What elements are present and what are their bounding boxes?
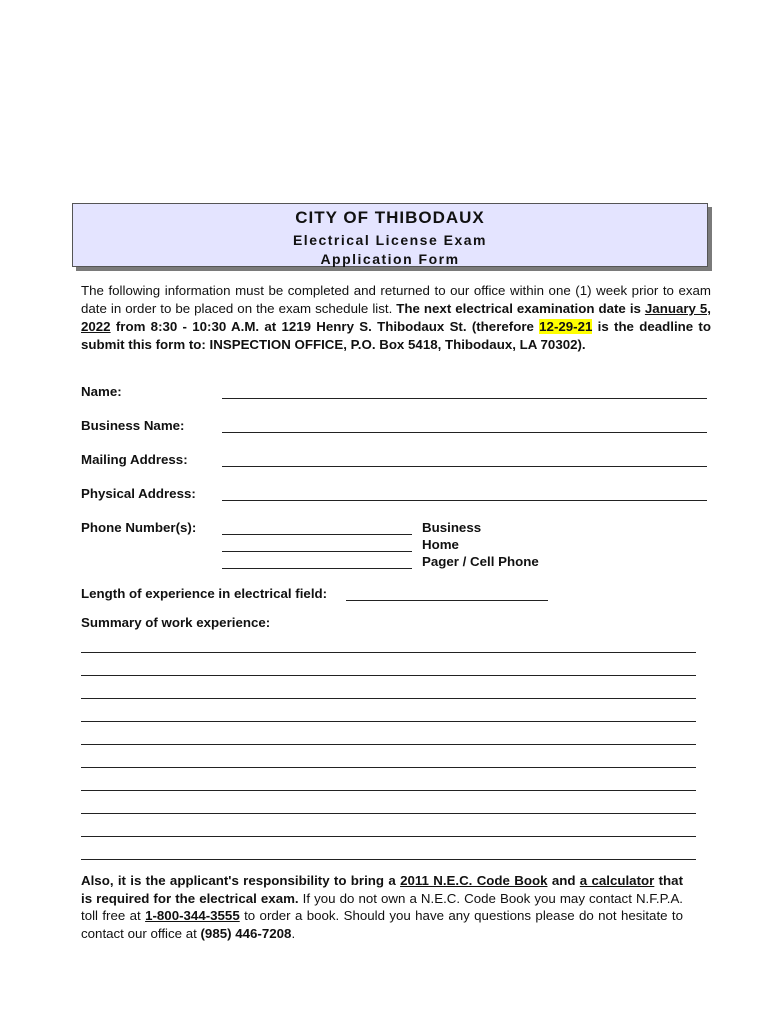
work-summary-line[interactable] [81, 835, 696, 837]
work-summary-label: Summary of work experience: [81, 615, 271, 630]
intro-exam-location: from 8:30 - 10:30 A.M. at 1219 Henry S. Thibodaux St. (therefore [110, 319, 540, 334]
work-summary-line[interactable] [81, 674, 696, 676]
mailing-address-field[interactable] [222, 465, 707, 467]
phone-numbers-label: Phone Number(s): [81, 520, 197, 535]
business-name-field[interactable] [222, 431, 707, 433]
office-phone-number: (985) 446-7208 [200, 925, 292, 941]
intro-paragraph [81, 282, 711, 354]
form-title: CITY OF THIBODAUX [295, 208, 485, 227]
work-summary-line[interactable] [81, 720, 696, 722]
footer-and: and [547, 873, 580, 888]
name-label: Name: [81, 384, 122, 399]
footer-questions-text: to order a book. Should you have any questions please do not hesitate to contact our office at [81, 908, 683, 941]
experience-length-label: Length of experience in electrical field: [81, 586, 328, 601]
footer-paragraph [81, 872, 683, 942]
physical-address-field[interactable] [222, 499, 707, 501]
phone-pager-label: Pager / Cell Phone [422, 554, 539, 569]
calculator-requirement: a calculator [579, 873, 655, 888]
nfpa-phone-number: 1-800-344-3555 [145, 908, 240, 923]
phone-home-field[interactable] [222, 550, 412, 552]
physical-address-label: Physical Address: [81, 486, 196, 501]
work-summary-line[interactable] [81, 812, 696, 814]
code-book-requirement: 2011 N.E.C. Code Book [400, 873, 548, 888]
footer-required-text: that is required for the electrical exam. [81, 873, 684, 906]
work-summary-line[interactable] [81, 651, 696, 653]
experience-length-field[interactable] [346, 599, 548, 601]
name-field[interactable] [222, 397, 707, 399]
work-summary-line[interactable] [81, 766, 696, 768]
form-subtitle-line1: Electrical License Exam [292, 232, 488, 248]
mailing-address-label: Mailing Address: [81, 452, 188, 467]
work-summary-line[interactable] [81, 858, 696, 860]
intro-exam-date-lead: The next electrical examination date is [396, 301, 645, 316]
work-summary-line[interactable] [81, 697, 696, 699]
footer-nfpa-text: If you do not own a N.E.C. Code Book you may contact N.F.P.A. toll free at [81, 890, 684, 923]
business-name-label: Business Name: [81, 418, 185, 433]
phone-home-label: Home [422, 537, 459, 552]
intro-deadline-address: is the deadline to submit this form to: INSPECTION OFFICE, P.O. Box 5418, Thibodaux, LA 70302). [81, 319, 711, 352]
footer-end: . [291, 925, 296, 941]
form-subtitle-line2: Application Form [320, 251, 460, 267]
intro-text: The following information must be completed and returned to our office within one (1) week prior to exam date in order to be placed on the exam schedule list. [81, 283, 711, 316]
form-header [72, 203, 708, 267]
phone-business-field[interactable] [222, 533, 412, 535]
work-summary-line[interactable] [81, 743, 696, 745]
exam-date: January 5, 2022 [81, 301, 711, 334]
work-summary-line[interactable] [81, 789, 696, 791]
deadline-date: 12-29-21 [539, 319, 593, 334]
phone-pager-field[interactable] [222, 567, 412, 569]
phone-business-label: Business [422, 520, 482, 535]
footer-bring-lead: Also, it is the applicant's responsibility to bring a [81, 873, 401, 888]
